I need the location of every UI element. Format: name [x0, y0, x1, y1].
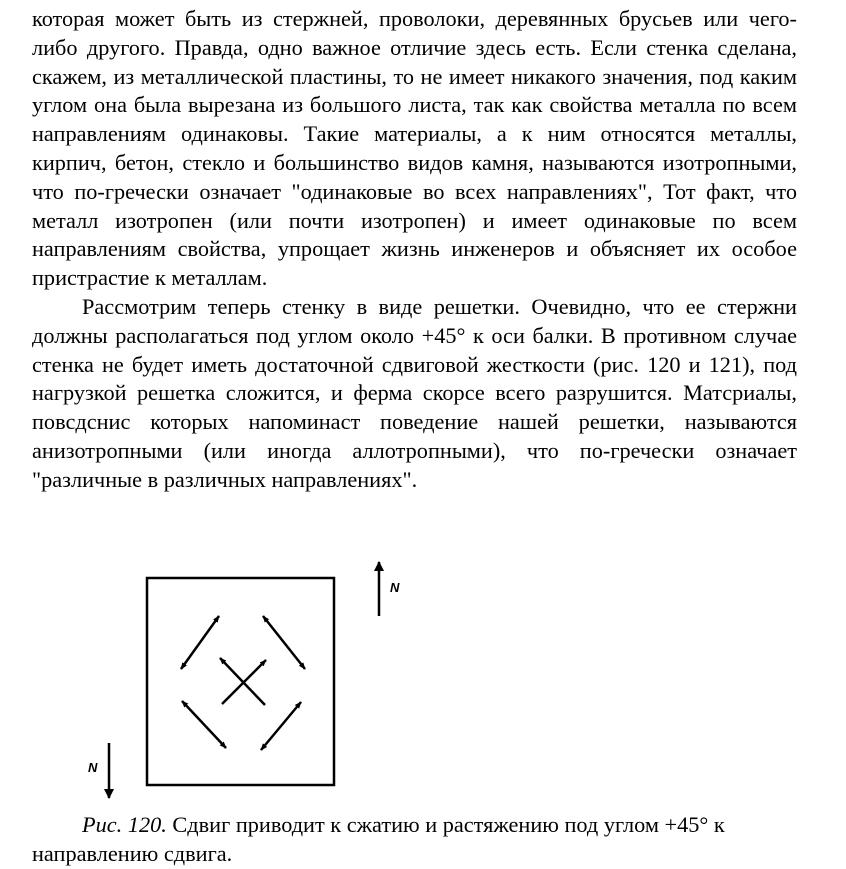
arrow-upper-right — [263, 616, 305, 669]
force-label-top: N — [390, 580, 400, 595]
figure-caption — [32, 811, 797, 869]
paragraph-2: Рассмотрим теперь стенку в виде решетки. Очевидно, что ее стержни должны располагаться под углом около +45° к оси балки. В противном случае стенка не будет иметь достаточной сдвиговой жесткости (рис. 120 и 121), под нагрузкой решетка сложится, и ферма скорсе всего разрушится. Матсриалы, повсдснис которых напоминаст поведение нашей решетки, называются анизотропными (или иногда аллотропными), что по-гречески означает "различные в различных направлениях". — [32, 293, 797, 492]
shear-diagram — [80, 558, 440, 803]
arrow-lower-left — [182, 701, 226, 748]
paragraph-1: которая может быть из стержней, проволоки, деревянных брусьев или чего-либо другого. Правда, одно важное отличие здесь есть. Если стенка сделана, скажем, из металлической пластины, то не имеет никакого значения, под каким углом она была вырезана из большого листа, так как свойства металла по всем направлениям одинаковы. Такие материалы, а к ним относятся металлы, кирпич, бетон, стекло и большинство видов камня, называются изотропными, что по-гречески означает "одинаковые во всех направлениях", Тот факт, что металл изотропен (или почти изотропен) и имеет одинаковые по всем направлениям свойства, упрощает жизнь инженеров и объясняет их особое пристрастие к металлам. — [32, 6, 797, 291]
arrow-lower-right — [261, 702, 301, 750]
panel-square — [147, 578, 334, 785]
figure-120 — [80, 558, 440, 803]
caption-label: Рис. 120. — [82, 812, 167, 837]
caption-text: Сдвиг приводит к сжатию и растяжению под углом +45° к направлению сдвига. — [32, 812, 725, 866]
page-text — [32, 5, 797, 495]
force-label-bottom: N — [88, 760, 98, 775]
arrow-upper-left — [181, 616, 219, 669]
